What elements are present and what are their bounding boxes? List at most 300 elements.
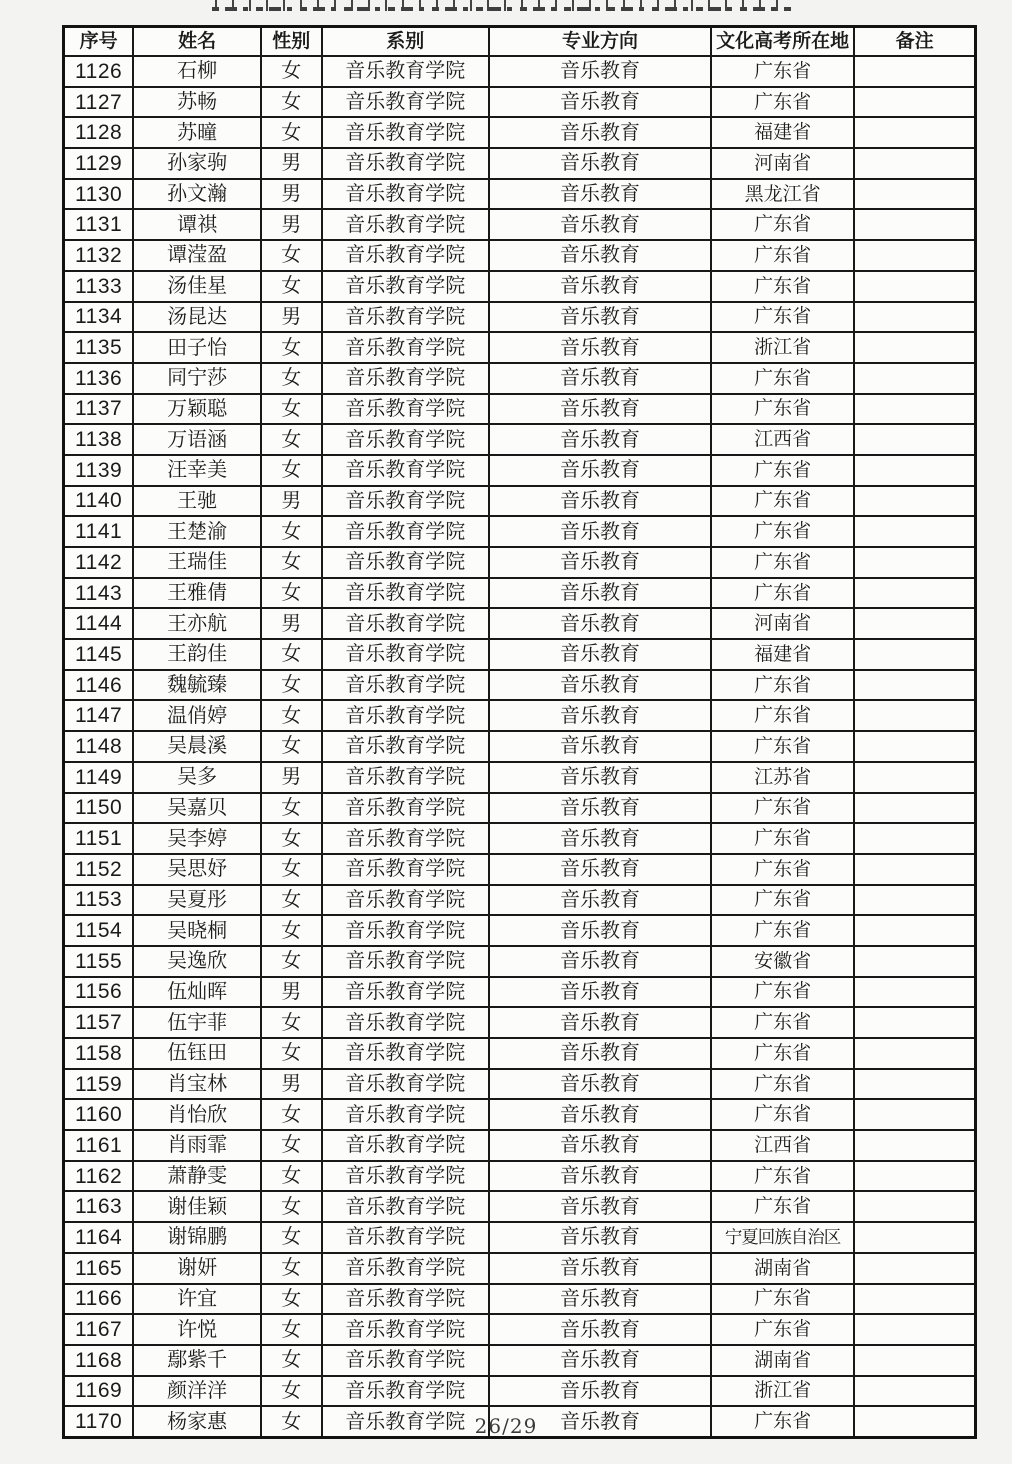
cell-major: 音乐教育 (489, 1376, 711, 1407)
cell-dept: 音乐教育学院 (322, 670, 489, 701)
cell-major: 音乐教育 (489, 1161, 711, 1192)
cell-no: 1145 (64, 639, 134, 670)
cell-no: 1128 (64, 117, 134, 148)
cell-no: 1140 (64, 486, 134, 517)
cell-province: 广东省 (711, 1038, 854, 1069)
cell-major: 音乐教育 (489, 946, 711, 977)
cell-province: 广东省 (711, 1406, 854, 1437)
cell-gender: 女 (261, 1345, 322, 1376)
cell-major: 音乐教育 (489, 1253, 711, 1284)
cell-province: 广东省 (711, 1284, 854, 1315)
cell-note (854, 455, 975, 486)
column-header-dept: 系别 (322, 27, 489, 57)
cell-note (854, 332, 975, 363)
cell-note (854, 762, 975, 793)
cell-note (854, 700, 975, 731)
cell-dept: 音乐教育学院 (322, 1406, 489, 1437)
cell-note (854, 885, 975, 916)
cell-note (854, 1099, 975, 1130)
cell-note (854, 1069, 975, 1100)
cell-note (854, 87, 975, 118)
cell-province: 广东省 (711, 1191, 854, 1222)
cell-name: 谢佳颖 (133, 1191, 261, 1222)
cell-name: 温俏婷 (133, 700, 261, 731)
cell-name: 王瑞佳 (133, 547, 261, 578)
cell-note (854, 424, 975, 455)
table-row (64, 793, 976, 824)
cell-province: 广东省 (711, 977, 854, 1008)
cell-province: 江西省 (711, 1130, 854, 1161)
cell-major: 音乐教育 (489, 240, 711, 271)
cell-no: 1165 (64, 1253, 134, 1284)
cell-note (854, 1314, 975, 1345)
cell-note (854, 854, 975, 885)
cell-no: 1141 (64, 516, 134, 547)
cell-gender: 男 (261, 148, 322, 179)
table-row (64, 1345, 976, 1376)
table-row (64, 1038, 976, 1069)
cell-dept: 音乐教育学院 (322, 547, 489, 578)
cell-note (854, 302, 975, 333)
cell-note (854, 148, 975, 179)
cell-note (854, 639, 975, 670)
cell-major: 音乐教育 (489, 209, 711, 240)
cell-name: 伍宇菲 (133, 1007, 261, 1038)
table-row (64, 731, 976, 762)
cell-gender: 女 (261, 885, 322, 916)
cell-note (854, 793, 975, 824)
cell-dept: 音乐教育学院 (322, 394, 489, 425)
column-header-major: 专业方向 (489, 27, 711, 57)
cell-note (854, 1284, 975, 1315)
cell-province: 广东省 (711, 915, 854, 946)
cell-no: 1136 (64, 363, 134, 394)
cell-name: 孙文瀚 (133, 179, 261, 210)
cell-province: 广东省 (711, 793, 854, 824)
cell-no: 1154 (64, 915, 134, 946)
cell-name: 伍灿晖 (133, 977, 261, 1008)
cell-name: 吴嘉贝 (133, 793, 261, 824)
cell-dept: 音乐教育学院 (322, 731, 489, 762)
table-row (64, 455, 976, 486)
cell-major: 音乐教育 (489, 179, 711, 210)
cell-gender: 女 (261, 639, 322, 670)
cell-no: 1166 (64, 1284, 134, 1315)
column-header-province: 文化高考所在地 (711, 27, 854, 57)
cell-name: 谢锦鹏 (133, 1222, 261, 1253)
cell-gender: 女 (261, 1253, 322, 1284)
cell-note (854, 1345, 975, 1376)
cell-note (854, 1007, 975, 1038)
cell-major: 音乐教育 (489, 670, 711, 701)
cell-no: 1164 (64, 1222, 134, 1253)
cell-gender: 女 (261, 823, 322, 854)
cell-note (854, 240, 975, 271)
cell-dept: 音乐教育学院 (322, 1253, 489, 1284)
cell-major: 音乐教育 (489, 332, 711, 363)
cell-province: 江苏省 (711, 762, 854, 793)
cell-gender: 女 (261, 793, 322, 824)
cell-gender: 女 (261, 1191, 322, 1222)
cell-province: 福建省 (711, 117, 854, 148)
cell-gender: 女 (261, 240, 322, 271)
cell-gender: 女 (261, 363, 322, 394)
cell-province: 广东省 (711, 455, 854, 486)
cell-no: 1156 (64, 977, 134, 1008)
cell-province: 广东省 (711, 731, 854, 762)
cell-dept: 音乐教育学院 (322, 87, 489, 118)
cell-name: 汪幸美 (133, 455, 261, 486)
cell-note (854, 486, 975, 517)
cell-no: 1169 (64, 1376, 134, 1407)
cell-no: 1131 (64, 209, 134, 240)
cell-province: 浙江省 (711, 332, 854, 363)
table-row (64, 240, 976, 271)
cell-no: 1158 (64, 1038, 134, 1069)
cell-dept: 音乐教育学院 (322, 240, 489, 271)
cell-note (854, 1161, 975, 1192)
cell-no: 1139 (64, 455, 134, 486)
table-row (64, 915, 976, 946)
table-row (64, 1069, 976, 1100)
cell-major: 音乐教育 (489, 394, 711, 425)
cell-gender: 男 (261, 762, 322, 793)
cell-no: 1143 (64, 578, 134, 609)
cell-gender: 女 (261, 424, 322, 455)
cell-province: 黑龙江省 (711, 179, 854, 210)
cell-dept: 音乐教育学院 (322, 1284, 489, 1315)
cell-no: 1150 (64, 793, 134, 824)
cell-major: 音乐教育 (489, 117, 711, 148)
cell-gender: 女 (261, 1161, 322, 1192)
cell-no: 1138 (64, 424, 134, 455)
cell-no: 1168 (64, 1345, 134, 1376)
cell-no: 1151 (64, 823, 134, 854)
cell-province: 河南省 (711, 608, 854, 639)
table-row (64, 179, 976, 210)
cell-note (854, 731, 975, 762)
cell-gender: 女 (261, 1284, 322, 1315)
table-row (64, 148, 976, 179)
cell-no: 1155 (64, 946, 134, 977)
cell-dept: 音乐教育学院 (322, 148, 489, 179)
cell-major: 音乐教育 (489, 639, 711, 670)
cell-note (854, 946, 975, 977)
cell-no: 1163 (64, 1191, 134, 1222)
cell-gender: 女 (261, 700, 322, 731)
cell-dept: 音乐教育学院 (322, 1069, 489, 1100)
cell-dept: 音乐教育学院 (322, 302, 489, 333)
cell-no: 1162 (64, 1161, 134, 1192)
cell-dept: 音乐教育学院 (322, 56, 489, 87)
cell-province: 广东省 (711, 854, 854, 885)
cell-name: 肖怡欣 (133, 1099, 261, 1130)
cell-major: 音乐教育 (489, 854, 711, 885)
clipped-title-strip (212, 0, 792, 11)
cell-name: 吴晓桐 (133, 915, 261, 946)
cell-note (854, 1376, 975, 1407)
cell-major: 音乐教育 (489, 823, 711, 854)
table-row (64, 424, 976, 455)
cell-gender: 男 (261, 608, 322, 639)
table-row (64, 1161, 976, 1192)
cell-gender: 男 (261, 1069, 322, 1100)
table-row (64, 209, 976, 240)
cell-no: 1160 (64, 1099, 134, 1130)
cell-dept: 音乐教育学院 (322, 117, 489, 148)
cell-province: 福建省 (711, 639, 854, 670)
cell-major: 音乐教育 (489, 56, 711, 87)
cell-gender: 女 (261, 915, 322, 946)
cell-province: 广东省 (711, 547, 854, 578)
cell-major: 音乐教育 (489, 731, 711, 762)
cell-no: 1127 (64, 87, 134, 118)
cell-province: 安徽省 (711, 946, 854, 977)
table-row (64, 1222, 976, 1253)
cell-name: 王韵佳 (133, 639, 261, 670)
cell-province: 广东省 (711, 1161, 854, 1192)
cell-no: 1130 (64, 179, 134, 210)
cell-province: 宁夏回族自治区 (711, 1222, 854, 1253)
table-row (64, 516, 976, 547)
cell-no: 1134 (64, 302, 134, 333)
cell-no: 1135 (64, 332, 134, 363)
cell-province: 广东省 (711, 240, 854, 271)
cell-major: 音乐教育 (489, 1406, 711, 1437)
cell-province: 广东省 (711, 1314, 854, 1345)
cell-name: 吴晨溪 (133, 731, 261, 762)
table-row (64, 639, 976, 670)
cell-gender: 女 (261, 56, 322, 87)
cell-gender: 女 (261, 1376, 322, 1407)
cell-dept: 音乐教育学院 (322, 1376, 489, 1407)
cell-province: 河南省 (711, 148, 854, 179)
cell-gender: 女 (261, 394, 322, 425)
cell-name: 肖宝林 (133, 1069, 261, 1100)
cell-dept: 音乐教育学院 (322, 639, 489, 670)
cell-province: 湖南省 (711, 1345, 854, 1376)
cell-gender: 女 (261, 332, 322, 363)
cell-major: 音乐教育 (489, 915, 711, 946)
cell-province: 广东省 (711, 1099, 854, 1130)
cell-gender: 男 (261, 179, 322, 210)
cell-name: 鄢紫千 (133, 1345, 261, 1376)
cell-province: 广东省 (711, 56, 854, 87)
cell-name: 伍钰田 (133, 1038, 261, 1069)
cell-dept: 音乐教育学院 (322, 179, 489, 210)
cell-dept: 音乐教育学院 (322, 578, 489, 609)
cell-dept: 音乐教育学院 (322, 424, 489, 455)
cell-note (854, 977, 975, 1008)
table-row (64, 332, 976, 363)
cell-note (854, 547, 975, 578)
cell-dept: 音乐教育学院 (322, 1038, 489, 1069)
cell-gender: 女 (261, 1007, 322, 1038)
cell-dept: 音乐教育学院 (322, 1191, 489, 1222)
cell-no: 1149 (64, 762, 134, 793)
table-row (64, 394, 976, 425)
cell-note (854, 117, 975, 148)
cell-gender: 女 (261, 854, 322, 885)
cell-major: 音乐教育 (489, 486, 711, 517)
column-header-no: 序号 (64, 27, 134, 57)
cell-gender: 女 (261, 946, 322, 977)
cell-name: 万语涵 (133, 424, 261, 455)
cell-province: 广东省 (711, 1069, 854, 1100)
cell-no: 1146 (64, 670, 134, 701)
cell-province: 广东省 (711, 516, 854, 547)
cell-dept: 音乐教育学院 (322, 486, 489, 517)
cell-note (854, 56, 975, 87)
cell-dept: 音乐教育学院 (322, 885, 489, 916)
cell-name: 许宜 (133, 1284, 261, 1315)
cell-major: 音乐教育 (489, 148, 711, 179)
cell-dept: 音乐教育学院 (322, 1222, 489, 1253)
cell-gender: 女 (261, 1130, 322, 1161)
cell-dept: 音乐教育学院 (322, 608, 489, 639)
cell-major: 音乐教育 (489, 1222, 711, 1253)
page-number: 26/29 (474, 1414, 538, 1438)
cell-name: 许悦 (133, 1314, 261, 1345)
cell-major: 音乐教育 (489, 87, 711, 118)
cell-dept: 音乐教育学院 (322, 915, 489, 946)
table-row (64, 117, 976, 148)
table-row (64, 1253, 976, 1284)
column-header-note: 备注 (854, 27, 975, 57)
cell-no: 1126 (64, 56, 134, 87)
cell-province: 江西省 (711, 424, 854, 455)
cell-province: 湖南省 (711, 1253, 854, 1284)
cell-gender: 女 (261, 516, 322, 547)
cell-dept: 音乐教育学院 (322, 516, 489, 547)
cell-gender: 男 (261, 302, 322, 333)
cell-note (854, 578, 975, 609)
cell-note (854, 1130, 975, 1161)
cell-major: 音乐教育 (489, 1191, 711, 1222)
cell-name: 王驰 (133, 486, 261, 517)
cell-dept: 音乐教育学院 (322, 1130, 489, 1161)
cell-name: 谢妍 (133, 1253, 261, 1284)
cell-note (854, 271, 975, 302)
cell-major: 音乐教育 (489, 1099, 711, 1130)
cell-name: 魏毓臻 (133, 670, 261, 701)
cell-note (854, 209, 975, 240)
cell-name: 吴夏彤 (133, 885, 261, 916)
cell-province: 广东省 (711, 363, 854, 394)
cell-dept: 音乐教育学院 (322, 455, 489, 486)
table-row (64, 363, 976, 394)
cell-name: 吴李婷 (133, 823, 261, 854)
table-row (64, 854, 976, 885)
cell-province: 广东省 (711, 302, 854, 333)
cell-gender: 女 (261, 271, 322, 302)
cell-name: 颜洋洋 (133, 1376, 261, 1407)
table-row (64, 578, 976, 609)
cell-major: 音乐教育 (489, 547, 711, 578)
table-row (64, 823, 976, 854)
cell-name: 汤佳星 (133, 271, 261, 302)
cell-province: 浙江省 (711, 1376, 854, 1407)
cell-note (854, 363, 975, 394)
table-row (64, 302, 976, 333)
cell-no: 1144 (64, 608, 134, 639)
cell-major: 音乐教育 (489, 363, 711, 394)
cell-gender: 男 (261, 209, 322, 240)
cell-gender: 女 (261, 1314, 322, 1345)
cell-dept: 音乐教育学院 (322, 1099, 489, 1130)
cell-province: 广东省 (711, 209, 854, 240)
table-row (64, 1191, 976, 1222)
table-row (64, 700, 976, 731)
cell-dept: 音乐教育学院 (322, 946, 489, 977)
cell-note (854, 1191, 975, 1222)
cell-name: 汤昆达 (133, 302, 261, 333)
cell-gender: 女 (261, 731, 322, 762)
cell-name: 石柳 (133, 56, 261, 87)
cell-province: 广东省 (711, 823, 854, 854)
table-row (64, 1284, 976, 1315)
cell-major: 音乐教育 (489, 302, 711, 333)
table-row (64, 1130, 976, 1161)
cell-gender: 女 (261, 1099, 322, 1130)
cell-gender: 女 (261, 578, 322, 609)
table-row (64, 56, 976, 87)
cell-gender: 女 (261, 1038, 322, 1069)
table-row (64, 670, 976, 701)
cell-name: 王雅倩 (133, 578, 261, 609)
cell-dept: 音乐教育学院 (322, 332, 489, 363)
cell-dept: 音乐教育学院 (322, 977, 489, 1008)
cell-note (854, 179, 975, 210)
cell-no: 1137 (64, 394, 134, 425)
cell-dept: 音乐教育学院 (322, 1345, 489, 1376)
cell-major: 音乐教育 (489, 455, 711, 486)
cell-dept: 音乐教育学院 (322, 823, 489, 854)
cell-major: 音乐教育 (489, 516, 711, 547)
cell-no: 1167 (64, 1314, 134, 1345)
cell-note (854, 1222, 975, 1253)
cell-dept: 音乐教育学院 (322, 1007, 489, 1038)
cell-name: 肖雨霏 (133, 1130, 261, 1161)
cell-major: 音乐教育 (489, 1038, 711, 1069)
table-row (64, 762, 976, 793)
table-row (64, 1314, 976, 1345)
table-header-row (64, 27, 976, 57)
cell-province: 广东省 (711, 271, 854, 302)
cell-dept: 音乐教育学院 (322, 209, 489, 240)
cell-province: 广东省 (711, 87, 854, 118)
cell-province: 广东省 (711, 700, 854, 731)
cell-major: 音乐教育 (489, 1069, 711, 1100)
table-row (64, 946, 976, 977)
table-row (64, 547, 976, 578)
cell-major: 音乐教育 (489, 271, 711, 302)
cell-no: 1159 (64, 1069, 134, 1100)
cell-no: 1148 (64, 731, 134, 762)
cell-note (854, 823, 975, 854)
table-row (64, 608, 976, 639)
cell-major: 音乐教育 (489, 1314, 711, 1345)
cell-no: 1133 (64, 271, 134, 302)
cell-gender: 女 (261, 547, 322, 578)
cell-province: 广东省 (711, 486, 854, 517)
cell-gender: 女 (261, 87, 322, 118)
cell-major: 音乐教育 (489, 700, 711, 731)
cell-gender: 女 (261, 455, 322, 486)
table-row (64, 977, 976, 1008)
cell-no: 1157 (64, 1007, 134, 1038)
cell-major: 音乐教育 (489, 1345, 711, 1376)
